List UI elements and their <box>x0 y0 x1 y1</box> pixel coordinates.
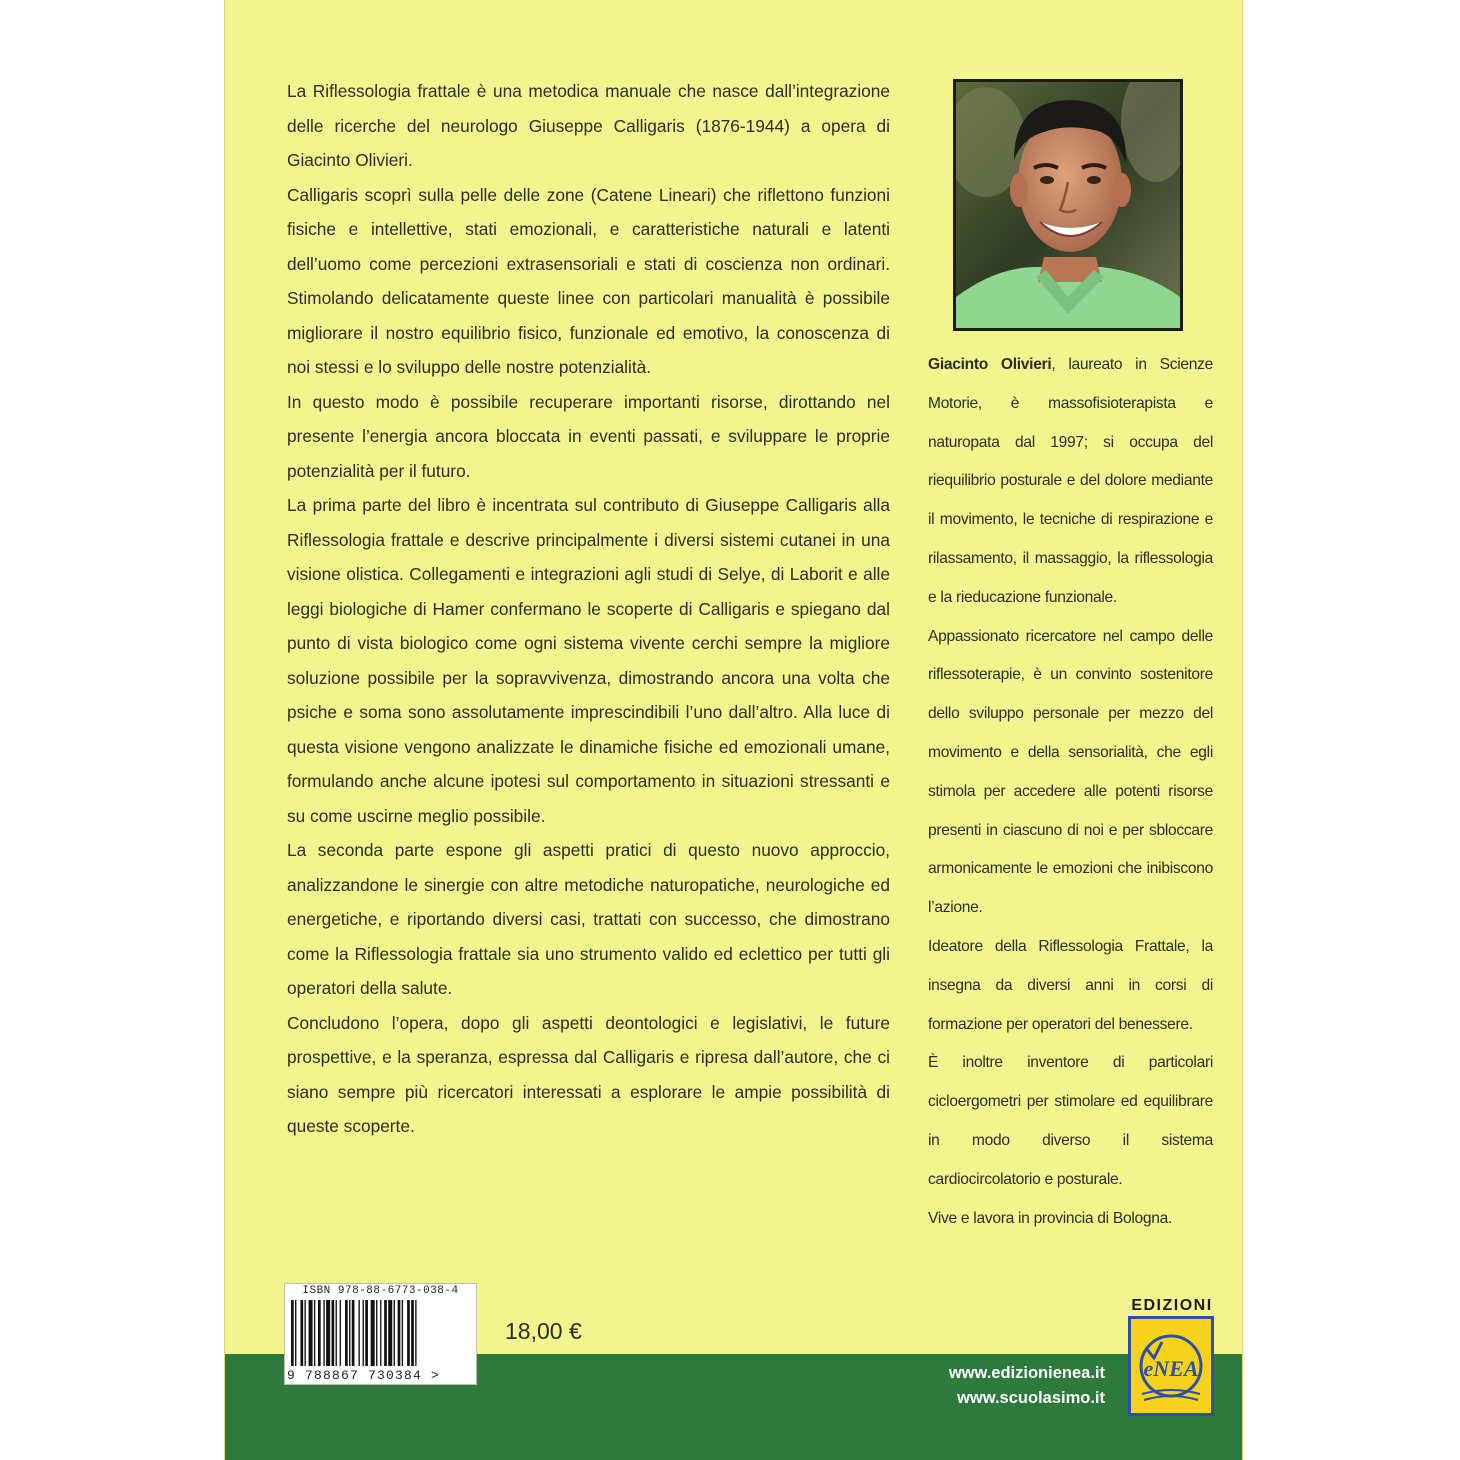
barcode-bar <box>415 1300 416 1366</box>
price: 18,00 € <box>505 1318 582 1344</box>
barcode-bar <box>300 1300 303 1366</box>
synopsis-paragraph: Concludono l’opera, dopo gli aspetti deontologici e legislativi, le future prospettive, e la speranza, espressa dal Calligaris e ripresa dall’autore, che ci siano sempre più ricercatori interessati a esplorare le ampie possibilità di queste scoperte. <box>287 1012 890 1136</box>
synopsis-paragraph: Calligaris scoprì sulla pelle delle zone (Catene Lineari) che riflettono funzioni fisiche e intellettive, stati emozionali, e caratteristiche naturali e latenti dell’uomo come percezioni extrasensoriali e stati di coscienza non ordinari. Stimolando delicatamente queste linee con particolari manualità è possibile migliorare il nostro equilibrio fisico, funzionale ed emotivo, la conoscenza di noi stessi e lo sviluppo delle nostre potenzialità. <box>287 184 890 377</box>
synopsis-paragraph: In questo modo è possibile recuperare importanti risorse, dirottando nel presente l’energia ancora bloccata in eventi passati, e sviluppare le proprie potenzialità per il futuro. <box>287 391 890 481</box>
barcode-bar <box>332 1300 335 1366</box>
barcode-bar <box>336 1300 337 1366</box>
barcode-bar <box>365 1300 368 1366</box>
book-back-cover <box>224 0 1243 1460</box>
barcode-bar <box>407 1300 410 1366</box>
synopsis-paragraph: La Riflessologia frattale è una metodica manuale che nasce dall’integrazione delle ricerche del neurologo Giuseppe Calligaris (1876-1944) a opera di Giacinto Olivieri. <box>287 81 890 170</box>
logo-text: eNEA <box>1143 1356 1199 1381</box>
isbn-label: ISBN 978-88-6773-038-4 <box>302 1285 459 1297</box>
barcode-bar <box>376 1300 377 1366</box>
bio-paragraph: Vive e lavora in provincia di Bologna. <box>928 1209 1173 1227</box>
publisher-label: EDIZIONI <box>1131 1297 1213 1314</box>
barcode-bar <box>305 1300 306 1366</box>
bio-paragraph: È inoltre inventore di particolari cicloergometri per stimolare ed equilibrare in modo diverso il sistema cardiocircolatorio e posturale. <box>928 1054 1213 1188</box>
barcode-bar <box>402 1300 403 1366</box>
bio-text: , laureato in Scienze Motorie, è massofisioterapista e naturopata dal 1997; si occupa del riequilibrio posturale e del dolore mediante il movimento, le tecniche di respirazione e rilassamento, il massaggio, la riflessologia e la rieducazione funzionale. <box>928 356 1213 606</box>
bio-paragraph <box>928 346 1213 618</box>
website-link[interactable]: www.scuolasimo.it <box>957 1389 1105 1407</box>
barcode-bar <box>309 1300 313 1366</box>
author-photo <box>953 79 1183 331</box>
barcode-bar <box>380 1300 381 1366</box>
synopsis-paragraph: La prima parte del libro è incentrata sul contributo di Giuseppe Calligaris alla Riflessologia frattale e descrive principalmente i diversi sistemi cutanei in una visione olistica. Collegamenti e integrazioni agli studi di Selye, di Laborit e alle leggi biologiche di Hamer confermano le scoperte di Calligaris e spiegano dal punto di vista biologico come ogni sistema vivente cerchi sempre la migliore soluzione possibile per la sopravvivenza, dimostrando ancora una volta che psiche e soma sono assolutamente imprescindibili l’uno dall’altro. Alla luce di questa visione vengono analizzate le dinamiche fisiche ed emozionali umane, formulando anche alcune ipotesi sul comportamento in situazioni stressanti e su come uscirne meglio possibile. <box>287 495 890 826</box>
barcode-bar <box>345 1300 348 1366</box>
barcode-bar <box>384 1300 387 1366</box>
barcode-bar <box>411 1300 414 1366</box>
barcode-bar <box>340 1300 341 1366</box>
barcode-bar <box>352 1300 355 1366</box>
author-bio <box>928 346 1213 1238</box>
barcode-bar <box>314 1300 315 1366</box>
barcode-bar <box>371 1300 375 1366</box>
barcode-bar <box>291 1300 294 1366</box>
barcode <box>284 1283 477 1385</box>
barcode-bar <box>323 1300 324 1366</box>
barcode-bar <box>326 1300 330 1366</box>
websites <box>915 1361 1105 1411</box>
barcode-bars <box>289 1300 472 1366</box>
barcode-bar <box>295 1300 296 1366</box>
barcode-digits: 9 788867 730384 > <box>287 1368 441 1383</box>
publisher-logo <box>1128 1316 1214 1416</box>
barcode-bar <box>388 1300 392 1366</box>
barcode-bar <box>363 1300 364 1366</box>
synopsis-text <box>287 74 890 1144</box>
synopsis-paragraph: La seconda parte espone gli aspetti pratici di questo nuovo approccio, analizzandone le sinergie con altre metodiche naturopatiche, neurologiche ed energetiche, e riportando diversi casi, trattati con successo, che dimostrano come la Riflessologia frattale sia uno strumento valido ed eclettico per tutti gli operatori della salute. <box>287 840 890 998</box>
bio-paragraph: Ideatore della Riflessologia Frattale, la insegna da diversi anni in corsi di formazione per operatori del benessere. <box>928 937 1213 1033</box>
barcode-bar <box>398 1300 401 1366</box>
barcode-bar <box>359 1300 360 1366</box>
author-name: Giacinto Olivieri <box>928 356 1052 373</box>
barcode-bar <box>318 1300 321 1366</box>
bio-paragraph: Appassionato ricercatore nel campo delle riflessoterapie, è un convinto sostenitore dello sviluppo personale per mezzo del movimento e della sensorialità, che egli stimola per accedere alle potenti risorse presenti in ciascuno di noi e per sbloccare armonicamente le emozioni che inibiscono l’azione. <box>928 627 1213 917</box>
website-link[interactable]: www.edizionienea.it <box>948 1364 1105 1382</box>
barcode-bar <box>349 1300 350 1366</box>
barcode-bar <box>394 1300 395 1366</box>
